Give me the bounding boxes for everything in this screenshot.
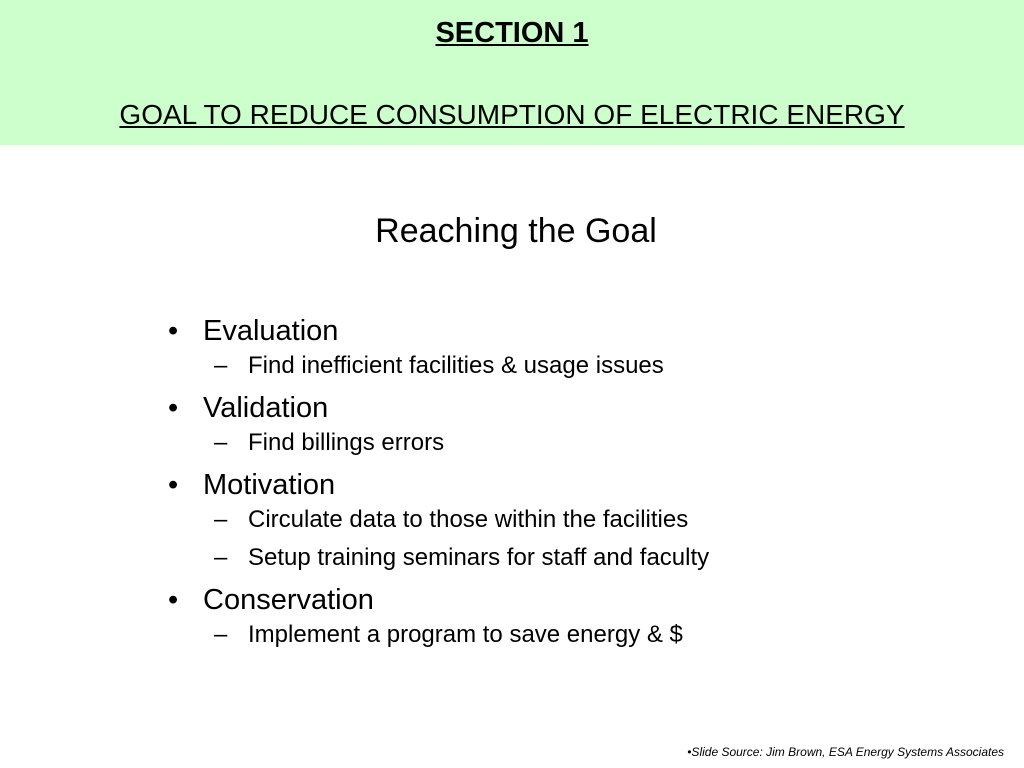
sub-bullet-item — [160, 620, 960, 650]
bullet-list — [160, 312, 960, 658]
slide-heading: Reaching the Goal — [375, 212, 657, 250]
sub-bullet-label: Find billings errors — [248, 429, 445, 456]
sub-bullet-label: Setup training seminars for staff and faculty — [248, 544, 710, 571]
bullet-label: Validation — [203, 392, 329, 424]
sub-bullet-item — [160, 505, 960, 535]
bullet-icon: • — [168, 315, 179, 347]
goal-title: GOAL TO REDUCE CONSUMPTION OF ELECTRIC ENERGY — [119, 99, 905, 130]
bullet-item-conservation — [160, 581, 960, 619]
bullet-label: Motivation — [203, 469, 336, 501]
dash-icon: – — [214, 506, 228, 533]
bullet-label: Evaluation — [203, 315, 339, 347]
bullet-icon: • — [168, 392, 179, 424]
sub-bullet-item — [160, 543, 960, 573]
sub-bullet-label: Circulate data to those within the facilities — [248, 506, 689, 533]
header-band — [0, 0, 1024, 145]
bullet-item-validation — [160, 389, 960, 427]
dash-icon: – — [214, 621, 228, 648]
bullet-icon: • — [168, 469, 179, 501]
slide-source-note: •Slide Source: Jim Brown, ESA Energy Systems Associates — [687, 745, 1004, 759]
bullet-label: Conservation — [203, 584, 374, 616]
sub-bullet-item — [160, 351, 960, 381]
section-title: SECTION 1 — [435, 17, 589, 49]
dash-icon: – — [214, 429, 228, 456]
bullet-item-motivation — [160, 466, 960, 504]
bullet-icon: • — [168, 584, 179, 616]
sub-bullet-item — [160, 428, 960, 458]
sub-bullet-label: Implement a program to save energy & $ — [248, 621, 683, 648]
dash-icon: – — [214, 352, 228, 379]
bullet-item-evaluation — [160, 312, 960, 350]
dash-icon: – — [214, 544, 228, 571]
sub-bullet-label: Find inefficient facilities & usage issues — [248, 352, 664, 379]
